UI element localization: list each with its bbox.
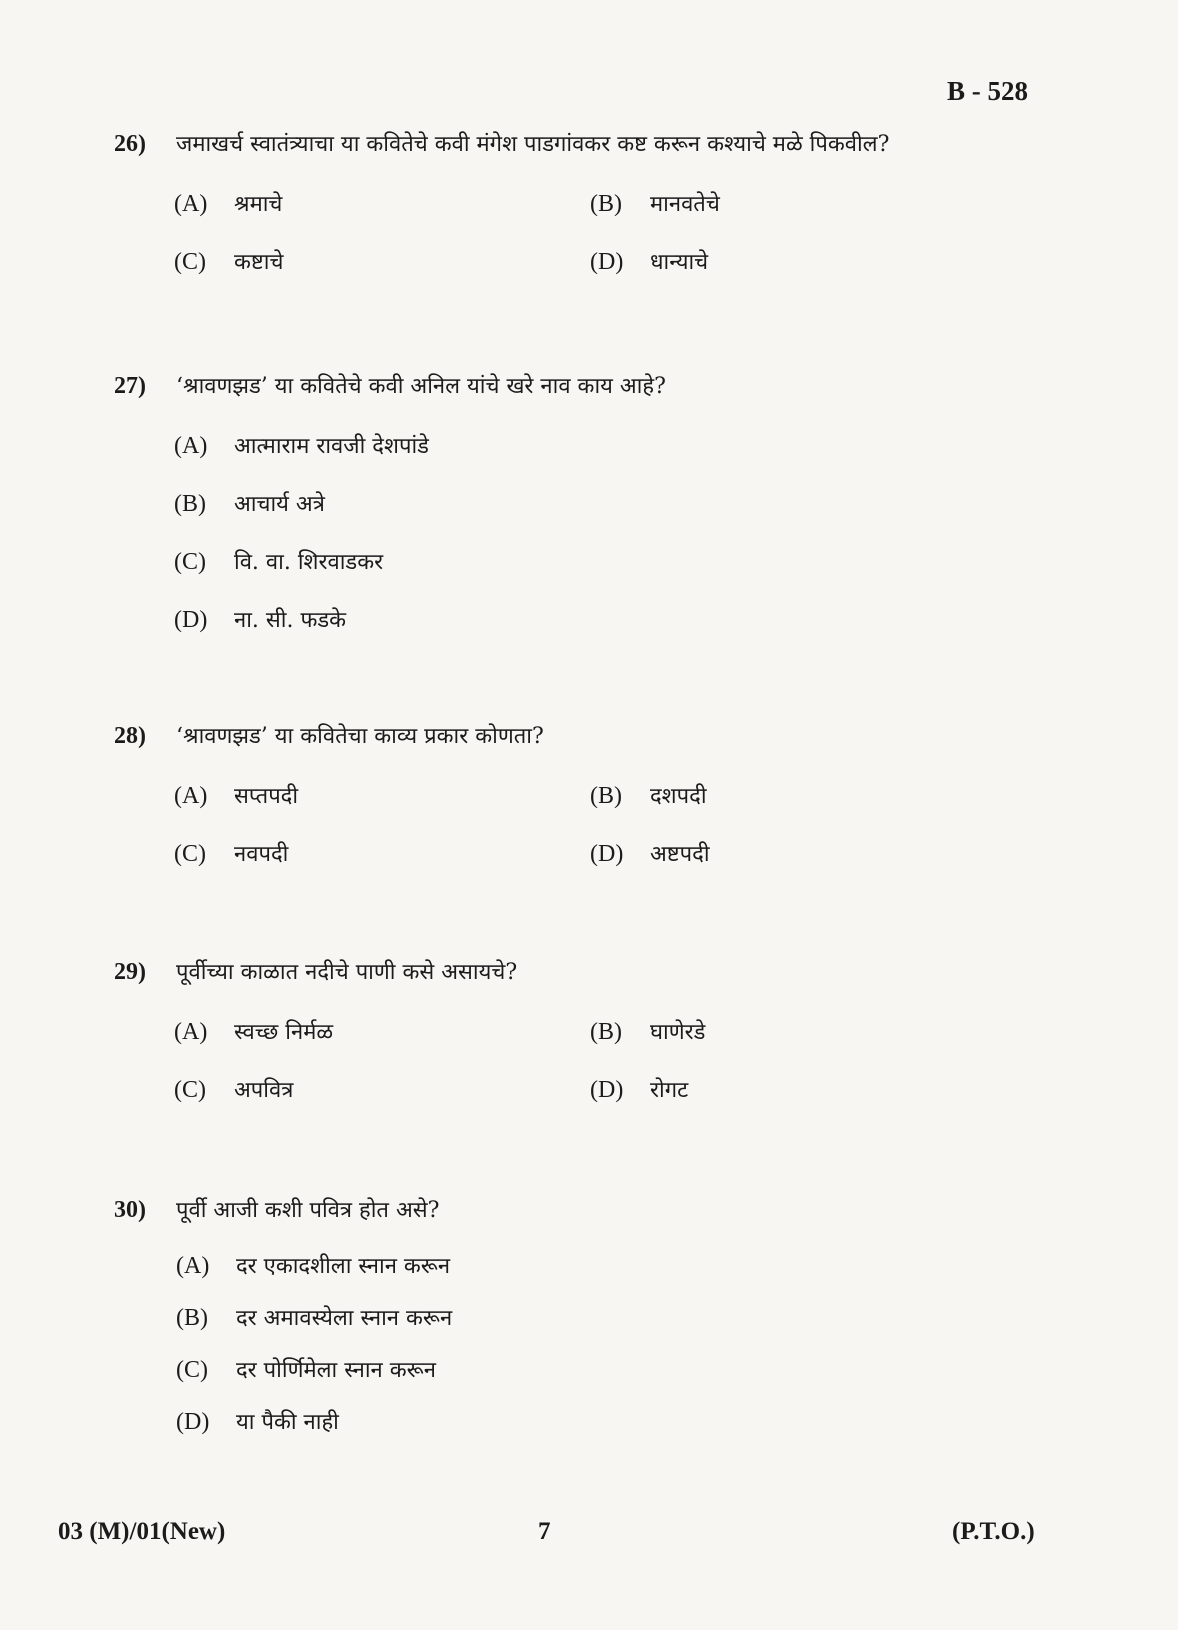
option-28-a (174, 780, 298, 810)
option-label: (D) (590, 1077, 624, 1103)
option-label: (D) (590, 249, 624, 275)
option-label: (A) (176, 1253, 210, 1279)
option-label: (C) (174, 249, 206, 275)
option-26-c (174, 246, 283, 276)
option-30-a (176, 1250, 450, 1280)
option-text: दर अमावस्येला स्नान करून (236, 1306, 453, 1331)
option-text: दशपदी (650, 784, 707, 809)
option-text: नवपदी (234, 842, 289, 867)
option-label: (B) (590, 1019, 622, 1045)
option-text: श्रमाचे (234, 192, 283, 217)
question-text: जमाखर्च स्वातंत्र्याचा या कवितेचे कवी मंगेश पाडगांवकर कष्ट करून कश्याचे मळे पिकवील? (176, 132, 890, 157)
option-27-d (174, 604, 346, 634)
option-label: (A) (174, 433, 208, 459)
question-text: ‘श्रावणझड’ या कवितेचा काव्य प्रकार कोणता? (176, 724, 544, 749)
option-label: (C) (176, 1357, 208, 1383)
option-text: घाणेरडे (650, 1020, 706, 1045)
question-text: पूर्वीच्या काळात नदीचे पाणी कसे असायचे? (176, 960, 518, 985)
option-text: दर एकादशीला स्नान करून (236, 1254, 451, 1279)
option-text: वि. वा. शिरवाडकर (234, 550, 384, 575)
option-label: (A) (174, 1019, 208, 1045)
footer-paper-id: 03 (M)/01(New) (58, 1518, 226, 1545)
option-text: आत्माराम रावजी देशपांडे (234, 434, 429, 459)
option-label: (A) (174, 783, 208, 809)
option-text: आचार्य अत्रे (234, 492, 325, 517)
question-number: 30) (114, 1197, 146, 1223)
option-text: स्वच्छ निर्मळ (234, 1020, 334, 1045)
option-label: (A) (174, 191, 208, 217)
option-text: सप्तपदी (234, 784, 299, 809)
option-label: (B) (176, 1305, 208, 1331)
option-27-b (174, 488, 325, 518)
option-label: (B) (590, 191, 622, 217)
option-29-b (590, 1016, 705, 1046)
question-26 (114, 128, 1014, 158)
question-30 (114, 1194, 1014, 1224)
option-text: ना. सी. फडके (234, 608, 347, 633)
question-number: 29) (114, 959, 146, 985)
option-label: (B) (174, 491, 206, 517)
option-28-b (590, 780, 707, 810)
option-label: (B) (590, 783, 622, 809)
page-number: 7 (538, 1518, 551, 1545)
option-text: या पैकी नाही (236, 1410, 339, 1435)
option-label: (D) (174, 607, 208, 633)
question-28 (114, 720, 1014, 750)
option-29-d (590, 1074, 688, 1104)
option-27-a (174, 430, 429, 460)
option-text: कष्टाचे (234, 250, 284, 275)
question-text: पूर्वी आजी कशी पवित्र होत असे? (176, 1198, 440, 1223)
option-label: (D) (176, 1409, 210, 1435)
question-27 (114, 370, 1014, 400)
question-number: 28) (114, 723, 146, 749)
option-28-c (174, 838, 288, 868)
question-number: 27) (114, 373, 146, 399)
question-text: ‘श्रावणझड’ या कवितेचे कवी अनिल यांचे खरे नाव काय आहे? (176, 374, 666, 399)
option-29-c (174, 1074, 293, 1104)
question-number: 26) (114, 131, 146, 157)
option-text: अपवित्र (234, 1078, 294, 1103)
option-26-a (174, 188, 282, 218)
option-26-b (590, 188, 720, 218)
option-text: धान्याचे (650, 250, 709, 275)
option-30-b (176, 1302, 452, 1332)
option-label: (C) (174, 1077, 206, 1103)
option-text: रोगट (650, 1078, 689, 1103)
option-27-c (174, 546, 383, 576)
option-28-d (590, 838, 710, 868)
paper-code: B - 528 (947, 76, 1028, 106)
option-26-d (590, 246, 708, 276)
option-text: मानवतेचे (650, 192, 720, 217)
footer-pto: (P.T.O.) (952, 1518, 1035, 1545)
option-30-c (176, 1354, 436, 1384)
option-label: (C) (174, 549, 206, 575)
option-label: (D) (590, 841, 624, 867)
option-label: (C) (174, 841, 206, 867)
option-text: दर पोर्णिमेला स्नान करून (236, 1358, 436, 1383)
option-30-d (176, 1406, 339, 1436)
option-29-a (174, 1016, 333, 1046)
question-29 (114, 956, 1014, 986)
option-text: अष्टपदी (650, 842, 710, 867)
